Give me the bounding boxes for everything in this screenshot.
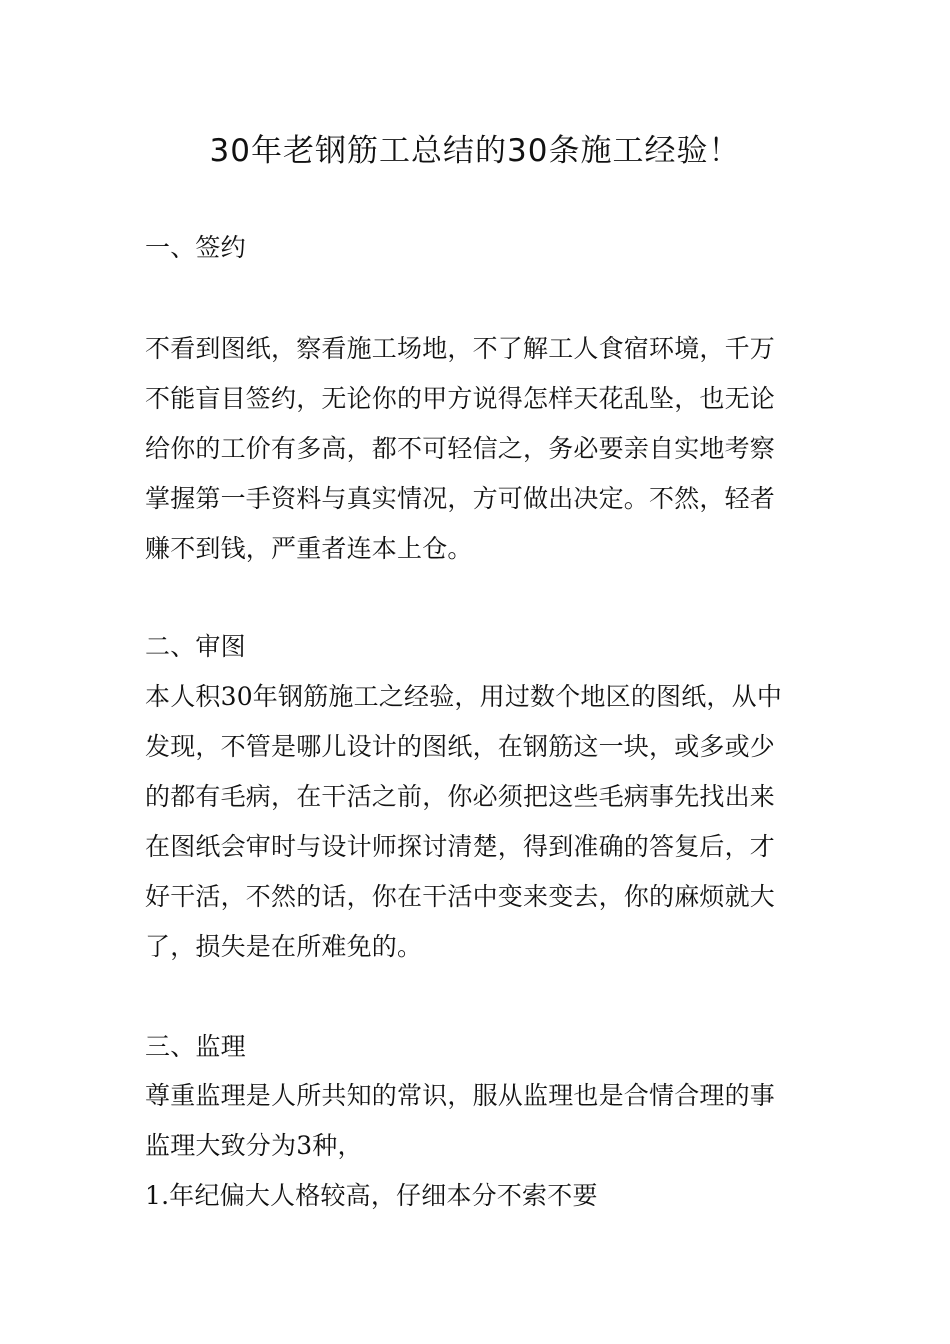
section-heading-supervision: 三、监理 [145,1032,246,1061]
section-heading-signing: 一、签约 [145,233,246,262]
paragraph-line: 不能盲目签约，无论你的甲方说得怎样天花乱坠，也无论 [145,384,776,413]
paragraph-line: 尊重监理是人所共知的常识，服从监理也是合情合理的事 [145,1081,776,1110]
paragraph-line: 监理大致分为3种， [145,1131,363,1160]
document-title: 30年老钢筋工总结的30条施工经验！ [209,133,741,169]
paragraph-line: 掌握第一手资料与真实情况，方可做出决定。不然，轻者 [145,484,776,513]
paragraph-line: 了，损失是在所难免的。 [145,932,423,961]
list-item: 1.年纪偏大人格较高，仔细本分不索不要 [145,1181,598,1210]
paragraph-line: 发现，不管是哪儿设计的图纸，在钢筋这一块，或多或少 [145,732,776,761]
paragraph-line: 好干活，不然的话，你在干活中变来变去，你的麻烦就大 [145,882,776,911]
section-heading-drawing-review: 二、审图 [145,632,246,661]
paragraph-line: 在图纸会审时与设计师探讨清楚，得到准确的答复后，才 [145,832,776,861]
paragraph-line: 本人积30年钢筋施工之经验，用过数个地区的图纸，从中 [145,682,783,711]
paragraph-line: 不看到图纸，察看施工场地，不了解工人食宿环境，千万 [145,334,776,363]
paragraph-line: 给你的工价有多高，都不可轻信之，务必要亲自实地考察 [145,434,776,463]
paragraph-line: 赚不到钱，严重者连本上仓。 [145,534,473,563]
paragraph-line: 的都有毛病，在干活之前，你必须把这些毛病事先找出来 [145,782,776,811]
